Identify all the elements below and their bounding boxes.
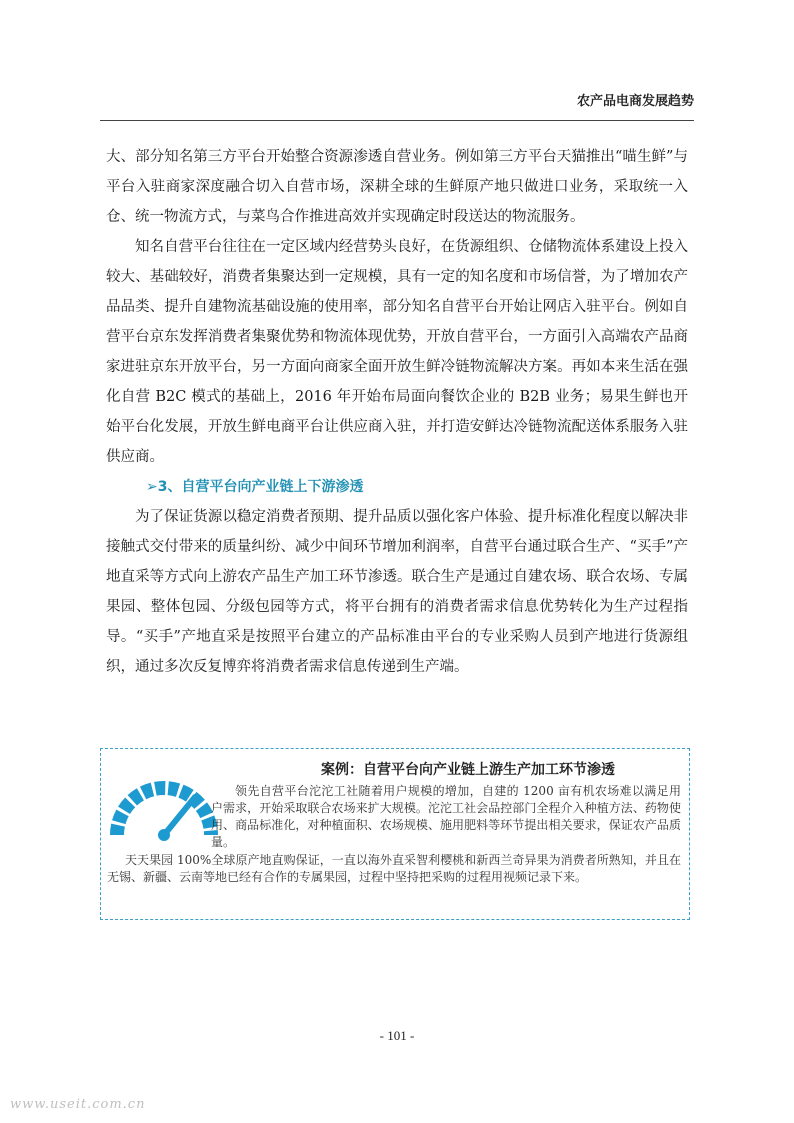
paragraph-3: 为了保证货源以稳定消费者预期、提升品质以强化客户体验、提升标准化程度以解决非接触式交付带来的质量纠纷、减少中间环节增加利润率，自营平台通过联合生产、“买手”产地直采等方式向上游农产品生产加工环节渗透。联合生产是通过自建农场、联合农场、专属果园、整体包园、分级包园等方式，将平台拥有的消费者需求信息优势转化为生产过程指导。“买手”产地直采是按照平台建立的产品标准由平台的专业采购人员到产地进行货源组织，通过多次反复博弈将消费者需求信息传递到生产端。 — [106, 509, 688, 675]
running-header: 农产品电商发展趋势 — [576, 94, 694, 109]
page-number: - 101 - — [379, 1028, 415, 1043]
body-text — [106, 142, 688, 682]
watermark: www.useit.com.cn — [10, 1097, 146, 1112]
case-title: 案例：自营平台向产业链上游生产加工环节渗透 — [321, 762, 615, 778]
case-lead-text: 领先自营平台沱沱工社随着用户规模的增加，自建的 1200 亩有机农场难以满足用户需求，开始采取联合农场来扩大规模。沱沱工社会品控部门全程介入种植方法、药物使用、商品标准化，对种植面积、农场规模、施用肥料等环节提出相关要求，保证农产品质量。 — [211, 784, 681, 849]
header-divider — [100, 120, 694, 121]
case-second-text: 天天果园 100%全球原产地直购保证，一直以海外直采智利樱桃和新西兰奇异果为消费者所熟知，并且在无锡、新疆、云南等地已经有合作的专属果园，过程中坚持把采购的过程用视频记录下来。 — [107, 853, 681, 884]
paragraph-2: 知名自营平台往往在一定区域内经营势头良好，在货源组织、仓储物流体系建设上投入较大、基础较好，消费者集聚达到一定规模，具有一定的知名度和市场信誉，为了增加农产品品类、提升自建物流基础设施的使用率，部分知名自营平台开始让网店入驻平台。例如自营平台京东发挥消费者集聚优势和物流体现优势，开放自营平台，一方面引入高端农产品商家进驻京东开放平台，另一方面向商家全面开放生鲜冷链物流解决方案。再如本来生活在强化自营 B2C 模式的基础上，2016 年开始布局面向餐饮企业的 B2B 业务；易果生鲜也开始平台化发展，开放生鲜电商平台让供应商入驻，并打造安鲜达冷链物流配送体系服务入驻供应商。 — [106, 239, 688, 465]
section-heading: ➢3、自营平台向产业链上下游渗透 — [146, 479, 364, 495]
paragraph-1: 大、部分知名第三方平台开始整合资源渗透自营业务。例如第三方平台天猫推出“喵生鲜”与平台入驻商家深度融合切入自营市场，深耕全球的生鲜原产地只做进口业务，采取统一入仓、统一物流方式，与菜鸟合作推进高效并实现确定时段送达的物流服务。 — [106, 149, 688, 225]
case-box — [100, 748, 690, 920]
speedometer-icon — [109, 773, 219, 843]
